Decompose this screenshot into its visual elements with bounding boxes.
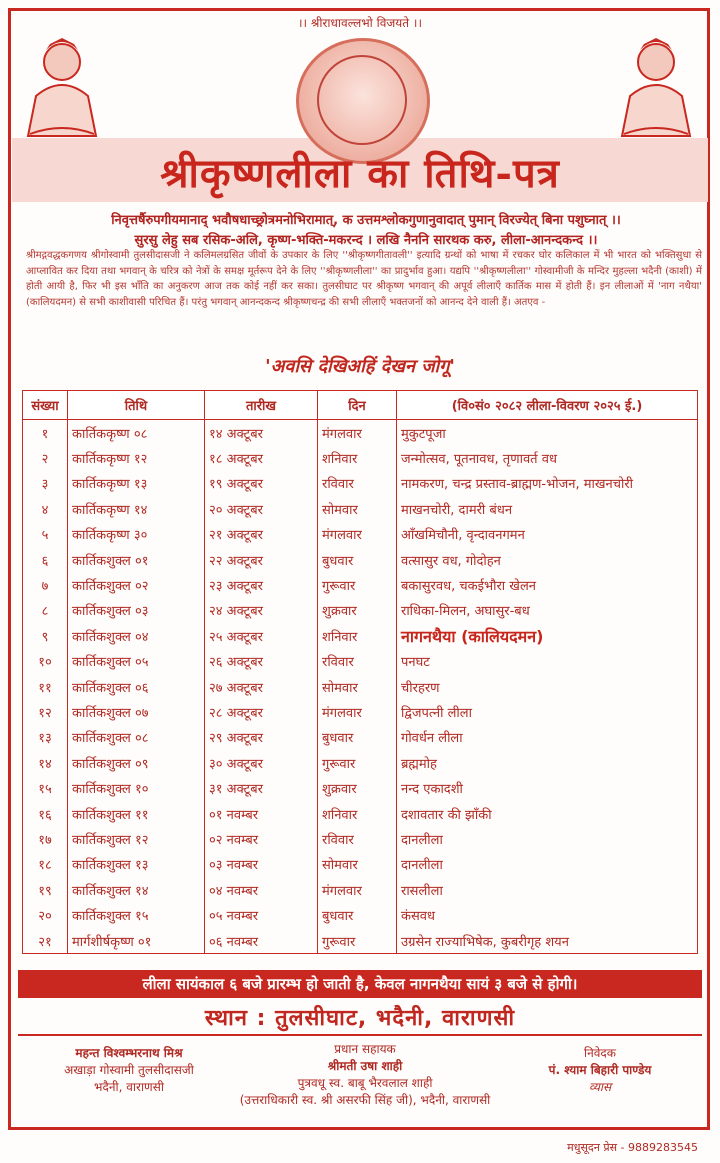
requester-role: निवेदक (583, 1046, 617, 1060)
cell-day: शनिवार (318, 445, 397, 470)
cell-day: शनिवार (318, 801, 397, 826)
requester-line3: व्यास (588, 1080, 612, 1094)
cell-date: २६ अक्टूबर (205, 649, 318, 674)
schedule-body (23, 420, 698, 954)
cell-date: २९ अक्टूबर (205, 725, 318, 750)
cell-tithi: कार्तिकशुक्ल ०६ (68, 674, 205, 699)
table-row (23, 852, 698, 877)
child-krishna-left-image (16, 36, 108, 146)
cell-date: २२ अक्टूबर (205, 547, 318, 572)
cell-date: २३ अक्टूबर (205, 572, 318, 597)
press-credit: मधुसूदन प्रेस - 9889283545 (567, 1141, 698, 1154)
cell-day: सोमवार (318, 852, 397, 877)
table-row (23, 674, 698, 699)
mahant-line2: अखाड़ा गोस्वामी तुलसीदासजी (64, 1063, 194, 1077)
intro-paragraph: श्रीमद्गवद्धकगणय श्रीगोस्वामी तुलसीदासजी ने कलिमलग्रसित जीवों के उपकार के लिए ''श्रीकृष्णगीतावली'' इत्यादि ग्रन्थों को भाषा में रचकर घोर कलिकाल में भी भारत को भक्तिसुधा से आप्लावित कर दिया तथा भगवान् के चरित्र को नेत्रों के समक्ष मूर्तरूप देने के लिए ''श्रीकृष्णलीला'' का प्रादुर्भाव हुआ। यद्यपि ''श्रीकृष्णलीला'' गोस्वामीजी के मन्दिर मुहल्ला भदैनी (काशी) में होती आयी है, फिर भी इस भाँति का अनुकरण आज तक कोई नहीं कर सका। तुलसीघाट पर श्रीकृष्ण भगवान् की अपूर्व लीलाएँ कार्तिक मास में होती हैं। इन लीलाओं में 'नाग नथैया' (कालियदमन) से सभी काशीवासी परिचित हैं। परंतु भगवान् आनन्दकन्द श्रीकृष्णचन्द्र की सभी लीलाएँ भक्तजनों को आनन्द देने वाली हैं। अतएव - (26, 250, 702, 308)
assistant-line3: पुत्रवधू स्व. बाबू भैरवलाल शाही (297, 1076, 433, 1090)
cell-date: १४ अक्टूबर (205, 420, 318, 446)
cell-day: गुरूवार (318, 750, 397, 775)
cell-day: रविवार (318, 471, 397, 496)
assistant-role: प्रधान सहायक (334, 1042, 396, 1056)
cell-tithi: कार्तिकशुक्ल ०४ (68, 623, 205, 648)
table-row (23, 725, 698, 750)
cell-day: बुधवार (318, 725, 397, 750)
cell-event: कंसवध (397, 902, 698, 927)
page-title: श्रीकृष्णलीला का तिथि-पत्र (160, 150, 560, 197)
table-row (23, 623, 698, 648)
invocation: ।। श्रीराधावल्लभो विजयते ।। (298, 16, 422, 30)
header-day: दिन (318, 391, 397, 420)
cell-date: २५ अक्टूबर (205, 623, 318, 648)
cell-tithi: कार्तिकशुक्ल ०२ (68, 572, 205, 597)
footer-right (500, 1044, 700, 1095)
venue: स्थान : तुलसीघाट, भदैनी, वाराणसी (204, 1006, 516, 1031)
cell-tithi: कार्तिककृष्ण १३ (68, 471, 205, 496)
cell-date: १८ अक्टूबर (205, 445, 318, 470)
cell-event: दानलीला (397, 826, 698, 851)
cell-date: ०२ नवम्बर (205, 826, 318, 851)
cell-tithi: कार्तिककृष्ण ०८ (68, 420, 205, 446)
cell-day: शुक्रवार (318, 598, 397, 623)
table-row (23, 649, 698, 674)
cell-day: मंगलवार (318, 522, 397, 547)
cell-tithi: कार्तिकशुक्ल १३ (68, 852, 205, 877)
cell-day: रविवार (318, 826, 397, 851)
table-row (23, 775, 698, 800)
mahant-line3: भदैनी, वाराणसी (94, 1080, 164, 1094)
table-row (23, 902, 698, 927)
shloka-line-1: निवृत्तर्षैरुपगीयमानाद् भवौषधाच्छ्रोत्रमनोभिरामात्, क उत्तमश्लोकगुणानुवादात् पुमान् विरज्येत् बिना पशुघ्नात् ।। (111, 213, 621, 228)
cell-tithi: कार्तिकशुक्ल ०५ (68, 649, 205, 674)
cell-day: बुधवार (318, 547, 397, 572)
cell-serial: १४ (23, 750, 68, 775)
cell-serial: १६ (23, 801, 68, 826)
cell-day: शुक्रवार (318, 775, 397, 800)
shloka-line-2: सुरसु लेहु सब रसिक-अलि, कृष्ण-भक्ति-मकरन्द । लखि नैननि सारथक करु, लीला-आनन्दकन्द ।। (134, 233, 598, 248)
cell-serial: १९ (23, 877, 68, 902)
table-row (23, 547, 698, 572)
header-date: तारीख (205, 391, 318, 420)
cell-tithi: मार्गशीर्षकृष्ण ०१ (68, 928, 205, 954)
header-event: (वि०सं० २०८२ लीला-विवरण २०२५ ई.) (397, 391, 698, 420)
cell-tithi: कार्तिकशुक्ल ०७ (68, 699, 205, 724)
cell-tithi: कार्तिककृष्ण १२ (68, 445, 205, 470)
cell-day: रविवार (318, 649, 397, 674)
cell-date: २४ अक्टूबर (205, 598, 318, 623)
cell-serial: २१ (23, 928, 68, 954)
footer-divider (18, 1034, 702, 1036)
cell-event: दानलीला (397, 852, 698, 877)
cell-serial: ९ (23, 623, 68, 648)
table-row (23, 826, 698, 851)
cell-event: चीरहरण (397, 674, 698, 699)
cell-day: बुधवार (318, 902, 397, 927)
cell-tithi: कार्तिकशुक्ल ०८ (68, 725, 205, 750)
cell-tithi: कार्तिकशुक्ल ०९ (68, 750, 205, 775)
cell-event: उग्रसेन राज्याभिषेक, कुबरीगृह शयन (397, 928, 698, 954)
cell-date: ०६ नवम्बर (205, 928, 318, 954)
cell-event: जन्मोत्सव, पूतनावध, तृणावर्त वध (397, 445, 698, 470)
cell-event: मुकुटपूजा (397, 420, 698, 446)
cell-day: मंगलवार (318, 877, 397, 902)
cell-serial: ६ (23, 547, 68, 572)
cell-serial: ११ (23, 674, 68, 699)
cell-event: आँखमिचौनी, वृन्दावनगमन (397, 522, 698, 547)
cell-day: मंगलवार (318, 699, 397, 724)
table-row (23, 598, 698, 623)
cell-date: ०५ नवम्बर (205, 902, 318, 927)
cell-date: ३१ अक्टूबर (205, 775, 318, 800)
table-row (23, 522, 698, 547)
cell-event: रासलीला (397, 877, 698, 902)
cell-event: नामकरण, चन्द्र प्रस्ताव-ब्राह्मण-भोजन, माखनचोरी (397, 471, 698, 496)
cell-serial: ३ (23, 471, 68, 496)
cell-event: ब्रह्ममोह (397, 750, 698, 775)
cell-tithi: कार्तिकशुक्ल ०१ (68, 547, 205, 572)
table-row (23, 801, 698, 826)
cell-tithi: कार्तिकशुक्ल १० (68, 775, 205, 800)
cell-event: नागनथैया (कालियदमन) (397, 623, 698, 648)
table-row (23, 445, 698, 470)
cell-tithi: कार्तिकशुक्ल ०३ (68, 598, 205, 623)
table-row (23, 496, 698, 521)
cell-serial: २० (23, 902, 68, 927)
tagline: 'अवसि देखिअहिं देखन जोगू' (265, 356, 455, 377)
cell-date: २० अक्टूबर (205, 496, 318, 521)
cell-event: राधिका-मिलन, अघासुर-बध (397, 598, 698, 623)
cell-date: २८ अक्टूबर (205, 699, 318, 724)
cell-event: गोवर्धन लीला (397, 725, 698, 750)
cell-tithi: कार्तिकशुक्ल १४ (68, 877, 205, 902)
cell-day: सोमवार (318, 496, 397, 521)
cell-event: दशावतार की झाँकी (397, 801, 698, 826)
mahant-name: महन्त विश्वम्भरनाथ मिश्र (75, 1046, 183, 1060)
assistant-name: श्रीमती उषा शाही (327, 1059, 403, 1073)
cell-date: १९ अक्टूबर (205, 471, 318, 496)
cell-event: बकासुरवध, चकईभौरा खेलन (397, 572, 698, 597)
child-krishna-right-image (610, 36, 702, 146)
table-header-row (23, 391, 698, 420)
requester-name: पं. श्याम बिहारी पाण्डेय (548, 1063, 652, 1077)
cell-serial: ८ (23, 598, 68, 623)
cell-serial: १ (23, 420, 68, 446)
cell-tithi: कार्तिकशुक्ल १२ (68, 826, 205, 851)
cell-event: वत्सासुर वध, गोदोहन (397, 547, 698, 572)
cell-event: पनघट (397, 649, 698, 674)
table-row (23, 750, 698, 775)
cell-event: नन्द एकादशी (397, 775, 698, 800)
cell-serial: ७ (23, 572, 68, 597)
cell-serial: १५ (23, 775, 68, 800)
cell-tithi: कार्तिकशुक्ल १५ (68, 902, 205, 927)
cell-serial: १७ (23, 826, 68, 851)
table-row (23, 699, 698, 724)
table-row (23, 420, 698, 446)
cell-serial: ४ (23, 496, 68, 521)
table-row (23, 928, 698, 954)
cell-date: ०३ नवम्बर (205, 852, 318, 877)
table-row (23, 572, 698, 597)
cell-tithi: कार्तिककृष्ण १४ (68, 496, 205, 521)
cell-event: द्विजपत्नी लीला (397, 699, 698, 724)
footer-center (200, 1040, 530, 1108)
table-row (23, 471, 698, 496)
schedule-table (22, 390, 698, 954)
cell-serial: १८ (23, 852, 68, 877)
cell-day: शनिवार (318, 623, 397, 648)
header-tithi: तिथि (68, 391, 205, 420)
cell-tithi: कार्तिककृष्ण ३० (68, 522, 205, 547)
cell-serial: १० (23, 649, 68, 674)
table-row (23, 877, 698, 902)
cell-date: ०१ नवम्बर (205, 801, 318, 826)
cell-serial: १३ (23, 725, 68, 750)
cell-serial: ५ (23, 522, 68, 547)
timing-notice: लीला सायंकाल ६ बजे प्रारम्भ हो जाती है, केवल नागनथैया सायं ३ बजे से होगी। (18, 970, 702, 998)
cell-day: मंगलवार (318, 420, 397, 446)
cell-event: माखनचोरी, दामरी बंधन (397, 496, 698, 521)
assistant-line4: (उत्तराधिकारी स्व. श्री असरफी सिंह जी), भदैनी, वाराणसी (239, 1093, 491, 1107)
cell-tithi: कार्तिकशुक्ल ११ (68, 801, 205, 826)
cell-day: गुरूवार (318, 928, 397, 954)
cell-date: २१ अक्टूबर (205, 522, 318, 547)
cell-date: ३० अक्टूबर (205, 750, 318, 775)
cell-date: ०४ नवम्बर (205, 877, 318, 902)
cell-date: २७ अक्टूबर (205, 674, 318, 699)
cell-serial: १२ (23, 699, 68, 724)
cell-day: गुरूवार (318, 572, 397, 597)
cell-serial: २ (23, 445, 68, 470)
header-serial: संख्या (23, 391, 68, 420)
cell-day: सोमवार (318, 674, 397, 699)
